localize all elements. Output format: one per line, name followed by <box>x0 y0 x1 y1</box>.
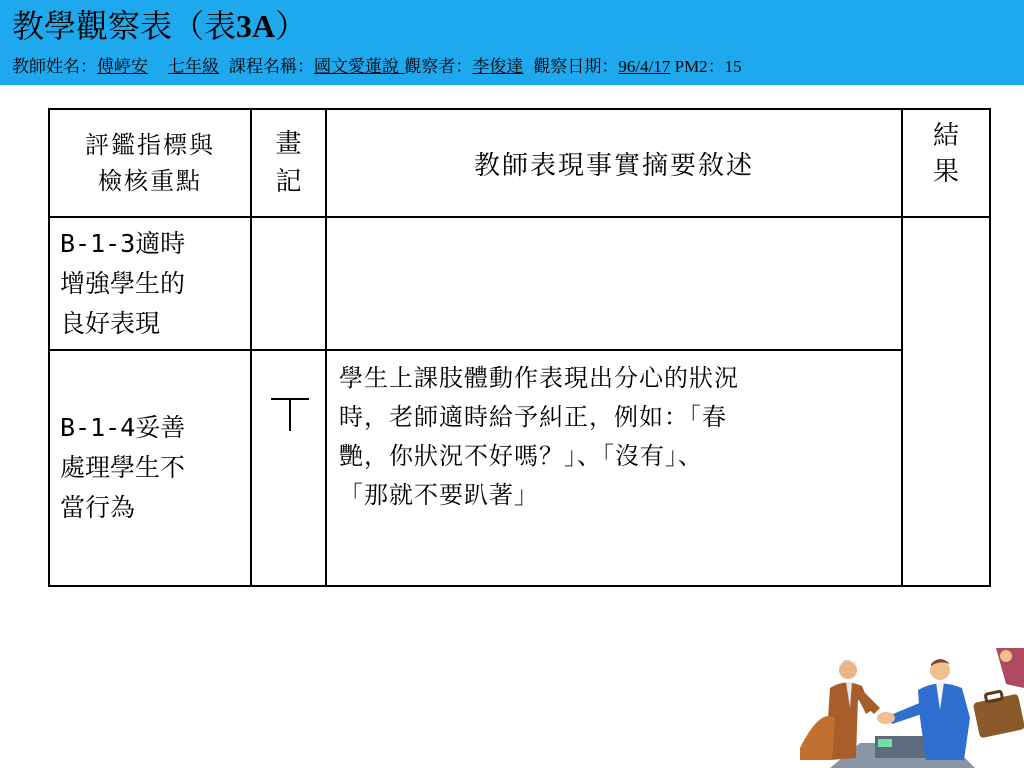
header-indicator <box>49 109 251 217</box>
description-line: 「那就不要趴著」 <box>339 481 539 509</box>
header-mark <box>251 109 326 217</box>
time-value: PM2：15 <box>670 57 742 76</box>
table-row <box>49 217 990 350</box>
observation-table <box>48 108 991 587</box>
header-mark-line: 畫 <box>275 129 302 159</box>
indicator-line: 增強學生的 <box>60 268 186 298</box>
result-cell[interactable] <box>902 217 990 586</box>
header-result-line: 結 <box>932 121 959 151</box>
indicator-line: B-1-4妥善 <box>60 413 186 442</box>
course-label: 課程名稱： <box>229 57 314 77</box>
title-close: ） <box>275 7 308 45</box>
description-cell[interactable] <box>326 350 902 586</box>
course-name: 國文愛蓮說 <box>314 57 405 77</box>
header-mark-line: 記 <box>275 167 302 197</box>
mark-cell[interactable] <box>251 350 326 586</box>
tally-mark-icon <box>270 397 310 433</box>
indicator-line: B-1-3適時 <box>60 228 186 258</box>
indicator-cell <box>49 217 251 350</box>
description-line: 學生上課肢體動作表現出分心的狀況 <box>339 364 739 392</box>
grade-value: 七年級 <box>168 57 219 77</box>
header-indicator-line: 評鑑指標與 <box>85 131 215 159</box>
title-code: 3A <box>236 8 276 44</box>
header-result-line: 果 <box>932 157 959 187</box>
indicator-line: 處理學生不 <box>60 453 186 482</box>
indicator-line: 良好表現 <box>60 308 161 338</box>
title-text: 教學觀察表（表 <box>12 7 237 45</box>
table-row <box>49 350 990 586</box>
header-banner <box>0 0 1024 85</box>
teacher-label: 教師姓名： <box>12 57 97 77</box>
date-label: 觀察日期： <box>533 57 619 77</box>
indicator-line: 當行為 <box>60 493 136 522</box>
description-cell[interactable] <box>326 217 902 350</box>
observer-name: 李俊達 <box>472 57 524 77</box>
handshake-businessmen-icon <box>800 648 1024 768</box>
description-line: 時，老師適時給予糾正，例如：「春 <box>339 403 727 431</box>
observer-label: 觀察者： <box>404 57 473 77</box>
header-result <box>902 109 990 217</box>
page-title <box>12 6 307 46</box>
teacher-name: 傅嵉安 <box>97 57 148 77</box>
table-header-row <box>49 109 990 217</box>
date-value: 96/4/17 <box>618 57 671 76</box>
indicator-cell <box>49 350 251 586</box>
description-line: 艷，你狀況不好嗎？」、「沒有」、 <box>339 442 703 470</box>
header-indicator-line: 檢核重點 <box>98 167 202 195</box>
header-description: 教師表現事實摘要敘述 <box>326 109 902 217</box>
mark-cell[interactable] <box>251 217 326 350</box>
observation-info <box>12 56 742 78</box>
